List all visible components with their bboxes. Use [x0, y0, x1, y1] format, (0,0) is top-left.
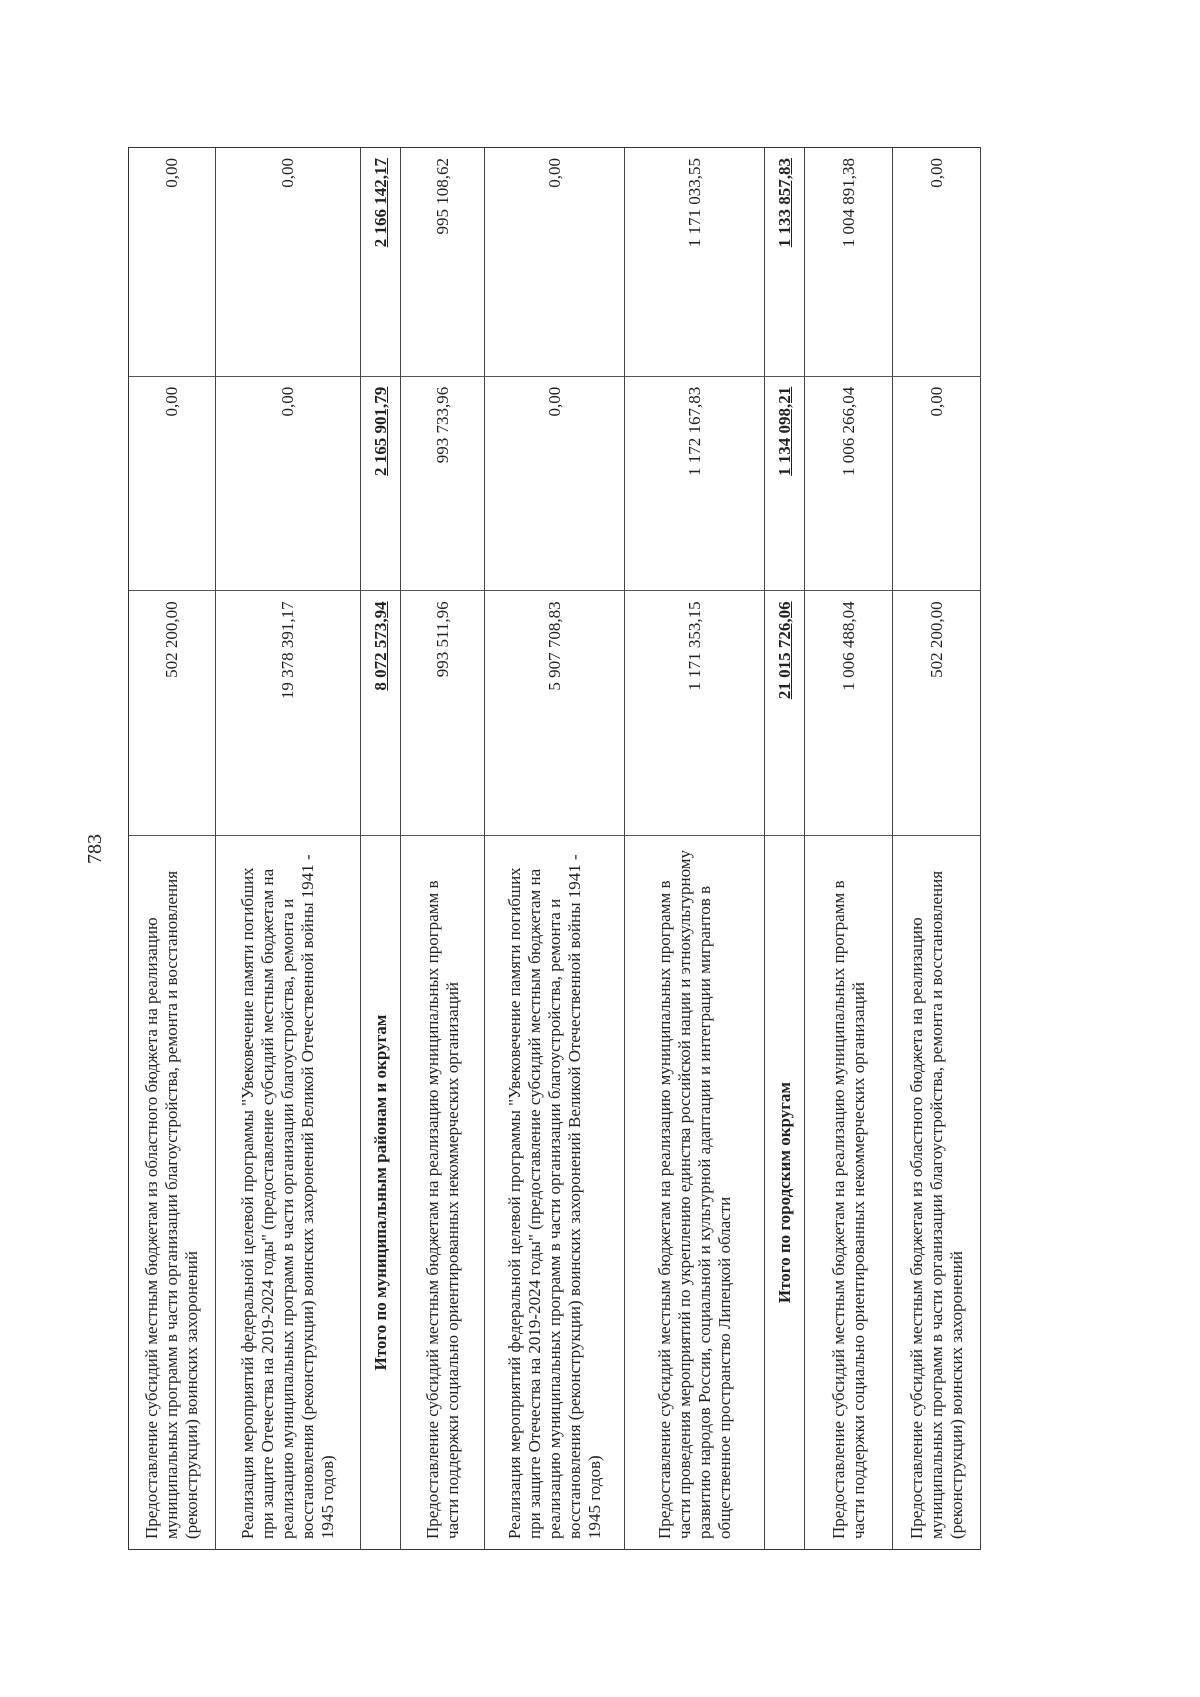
- row-value-2: 0,00: [129, 376, 215, 591]
- row-value-1-text: 21 015 726,06: [774, 601, 794, 700]
- budget-table-rotated: [128, 147, 1063, 1550]
- row-value-1-text: 8 072 573,94: [370, 601, 390, 691]
- row-value-3-text: 2 166 142,17: [370, 158, 390, 248]
- table-row: [401, 147, 485, 1550]
- table-row: [805, 147, 893, 1550]
- row-value-1: 1 006 488,04: [805, 590, 892, 835]
- row-value-1: 5 907 708,83: [485, 590, 624, 835]
- row-value-3: 0,00: [162, 158, 181, 188]
- row-value-1: 1 171 353,15: [625, 590, 764, 835]
- budget-table: [128, 147, 1063, 1550]
- row-description: Реализация мероприятий федеральной целевой программы "Увековечение памяти погибших при защите Отечества на 2019-2024 годы" (предоставление субсидий местным бюджетам на реализацию муниципальных программ в части организации благоустройства, ремонта и восстановления (реконструкции) воинских захоронений Великой Отечественной войны 1941 - 1945 годов): [216, 835, 360, 1549]
- row-description: Предоставление субсидий местным бюджетам на реализацию муниципальных программ в части поддержки социально ориентированных некоммерческих организаций: [805, 835, 892, 1549]
- row-value-2: 0,00: [485, 376, 624, 591]
- row-value-2: [361, 376, 400, 591]
- row-value-1: [765, 590, 804, 835]
- row-value-2: 0,00: [893, 376, 980, 591]
- row-value-3-text: 1 133 857,83: [774, 158, 794, 248]
- row-value-2: 1 172 167,83: [625, 376, 764, 591]
- row-value-2-text: 2 165 901,79: [370, 386, 390, 476]
- row-value-3: 1 171 033,55: [684, 158, 704, 248]
- row-value-3: [765, 148, 804, 376]
- row-value-1: [361, 590, 400, 835]
- row-value-2: 993 733,96: [401, 376, 484, 591]
- row-value-3: 0,00: [926, 158, 946, 188]
- row-value-3: 0,00: [544, 158, 564, 188]
- row-value-3: 1 004 891,38: [838, 158, 858, 248]
- row-value-2: [765, 376, 804, 591]
- table-row: [625, 147, 765, 1550]
- row-value-3: 0,00: [278, 158, 297, 188]
- row-value-1: 993 511,96: [401, 590, 484, 835]
- table-row: [216, 147, 361, 1550]
- row-value-2: 1 006 266,04: [805, 376, 892, 591]
- row-description: Итого по городским округам: [765, 835, 804, 1549]
- row-description: Предоставление субсидий местным бюджетам из областного бюджета на реализацию муниципальных программ в части организации благоустройства, ремонта и восстановления (реконструкции) воинских захоронений: [893, 835, 980, 1549]
- row-value-3: 995 108,62: [432, 158, 452, 235]
- row-description: Реализация мероприятий федеральной целевой программы "Увековечение памяти погибших при защите Отечества на 2019-2024 годы" (предоставление субсидий местным бюджетам на реализацию муниципальных программ в части организации благоустройства, ремонта и восстановления (реконструкции) воинских захоронений Великой Отечественной войны 1941 - 1945 годов): [485, 835, 624, 1549]
- table-row-total-municipal-districts: [361, 147, 401, 1550]
- row-value-3: [361, 148, 400, 376]
- table-row: [893, 147, 981, 1550]
- row-value-1: 502 200,00: [129, 590, 215, 835]
- page-number: 783: [84, 834, 106, 864]
- row-description: Предоставление субсидий местным бюджетам на реализацию муниципальных программ в части поддержки социально ориентированных некоммерческих организаций: [401, 835, 484, 1549]
- row-value-2: 0,00: [216, 376, 360, 591]
- row-value-1: 502 200,00: [893, 590, 980, 835]
- row-description: Итого по муниципальным районам и округам: [361, 835, 400, 1549]
- table-row-total-city-districts: [765, 147, 805, 1550]
- row-description: Предоставление субсидий местным бюджетам на реализацию муниципальных программ в части проведения мероприятий по укреплению единства российской нации и этнокультурному развитию народов России, социальной и культурной адаптации и интеграции мигрантов в общественное пространство Липецкой области: [625, 835, 764, 1549]
- table-row: [485, 147, 625, 1550]
- row-value-2-text: 1 134 098,21: [774, 386, 794, 476]
- row-description: Предоставление субсидий местным бюджетам из областного бюджета на реализацию муниципальных программ в части организации благоустройства, ремонта и восстановления (реконструкции) воинских захоронений: [129, 835, 215, 1549]
- table-row: [128, 147, 216, 1550]
- row-value-1: 19 378 391,17: [216, 590, 360, 835]
